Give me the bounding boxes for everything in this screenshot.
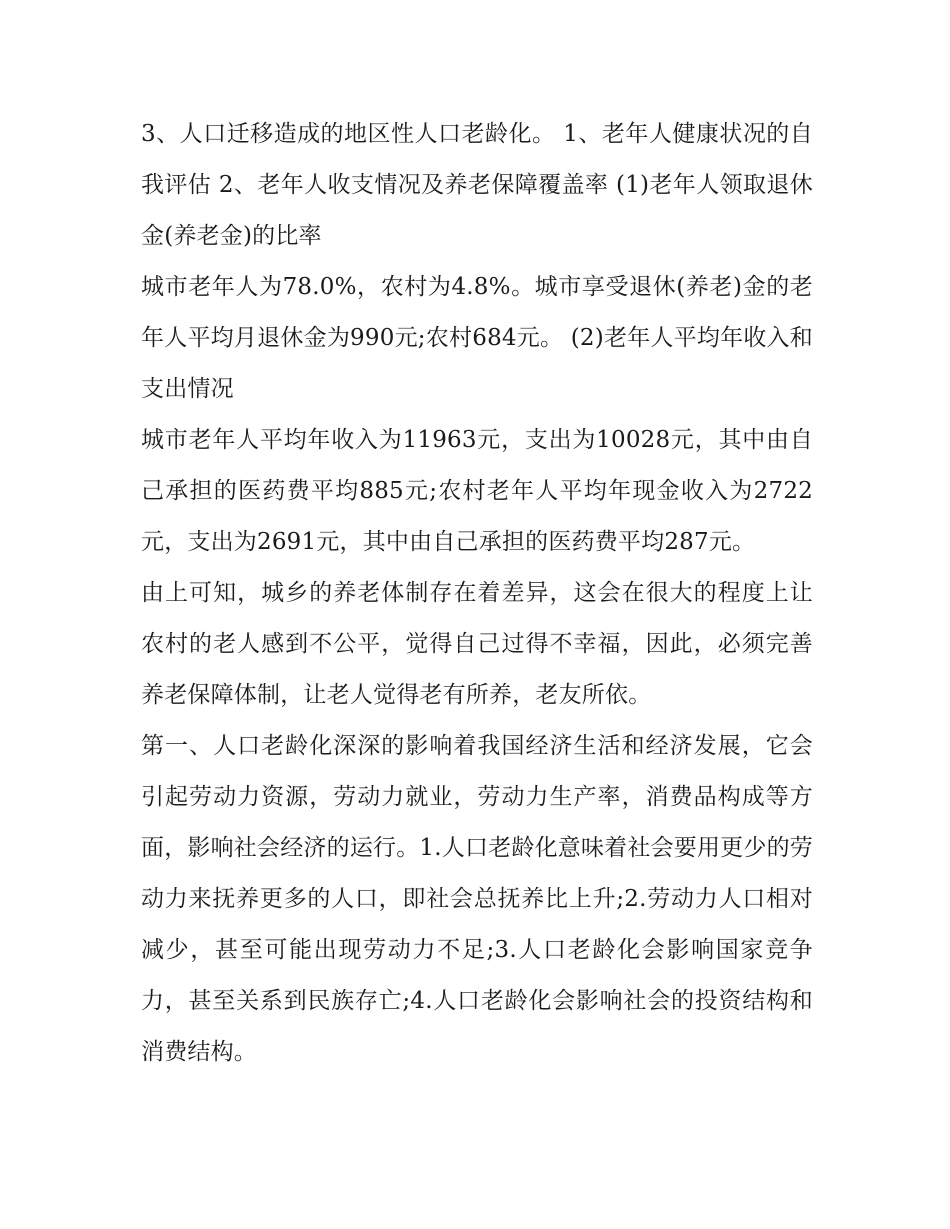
paragraph-economic-impact: 第一、人口老龄化深深的影响着我国经济生活和经济发展，它会引起劳动力资源，劳动力就业，劳动力生产率，消费品构成等方面，影响社会经济的运行。1.人口老龄化意味着社会要用更少的劳动力来抚养更多的人口，即社会总抚养比上升;2.劳动力人口相对减少，甚至可能出现劳动力不足;3.人口老龄化会影响国家竞争力，甚至关系到民族存亡;4.人口老龄化会影响社会的投资结构和消费结构。 <box>141 733 813 1065</box>
paragraph-income-expenditure: 城市老年人平均年收入为11963元，支出为10028元，其中由自己承担的医药费平均885元;农村老年人平均年现金收入为2722元，支出为2691元，其中由自己承担的医药费平均287元。 <box>141 427 813 555</box>
document-body <box>141 109 813 1078</box>
paragraph-urban-rural-difference: 由上可知，城乡的养老体制存在着差异，这会在很大的程度上让农村的老人感到不公平，觉得自己过得不幸福，因此，必须完善养老保障体制，让老人觉得老有所养，老友所依。 <box>141 580 813 708</box>
paragraph-pension-rates: 城市老年人为78.0%，农村为4.8%。城市享受退休(养老)金的老年人平均月退休金为990元;农村684元。 (2)老年人平均年收入和支出情况 <box>141 274 813 402</box>
paragraph-migration-health-income: 3、人口迁移造成的地区性人口老龄化。 1、老年人健康状况的自我评估 2、老年人收支情况及养老保障覆盖率 (1)老年人领取退休金(养老金)的比率 <box>141 121 813 249</box>
